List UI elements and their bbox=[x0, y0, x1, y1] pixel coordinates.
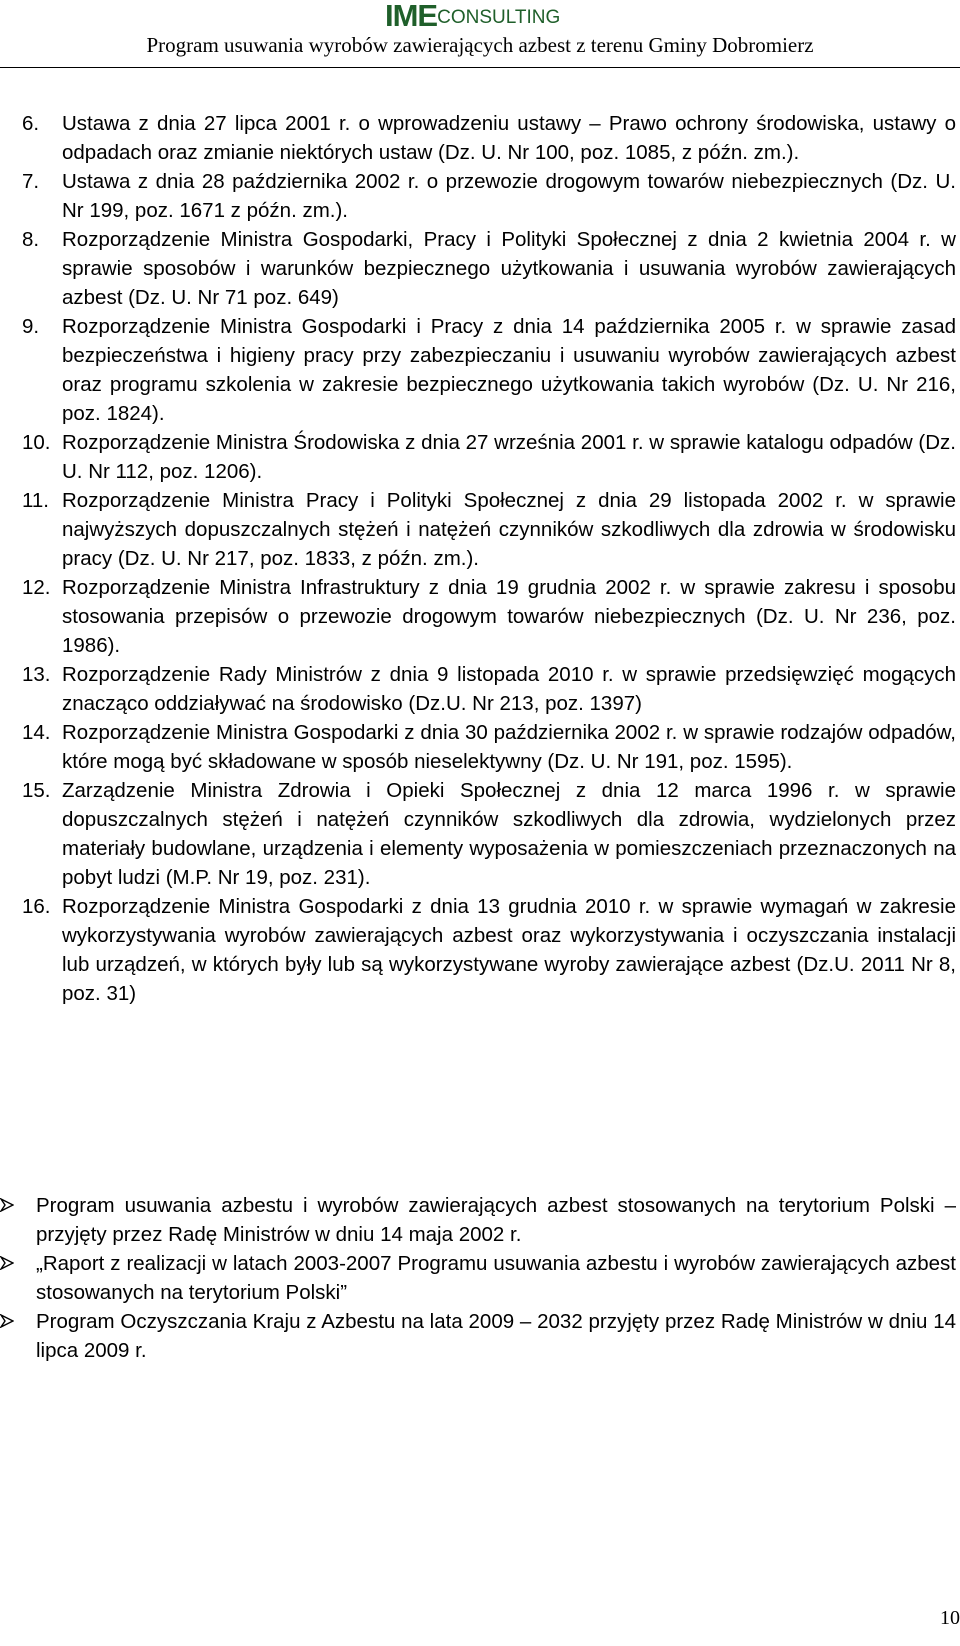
ime-consulting-logo bbox=[385, 0, 560, 32]
logo-main-text: IME bbox=[385, 0, 438, 33]
bullet-item bbox=[0, 1191, 956, 1249]
bullet-text: Program usuwania azbestu i wyrobów zawierających azbest stosowanych na terytorium Polski – przyjęty przez Radę Ministrów w dniu 14 maja 2002 r. bbox=[36, 1194, 956, 1246]
list-item bbox=[22, 776, 956, 892]
item-text: Ustawa z dnia 27 lipca 2001 r. o wprowadzeniu ustawy – Prawo ochrony środowiska, ustawy o odpadach oraz zmianie niektórych ustaw (Dz. U. Nr 100, poz. 1085, z późn. zm.). bbox=[62, 112, 956, 164]
list-item bbox=[22, 660, 956, 718]
bullet-item bbox=[0, 1307, 956, 1365]
list-item bbox=[22, 892, 956, 1008]
item-text: Rozporządzenie Ministra Gospodarki z dnia 30 października 2002 r. w sprawie rodzajów odpadów, które mogą być składowane w sposób nieselektywny (Dz. U. Nr 191, poz. 1595). bbox=[62, 721, 956, 773]
legal-acts-list bbox=[22, 109, 956, 1008]
logo-sub-text: CONSULTING bbox=[437, 7, 561, 28]
list-item bbox=[22, 573, 956, 660]
item-number: 6. bbox=[22, 112, 40, 135]
arrow-bullet-icon bbox=[0, 1314, 14, 1328]
item-number: 12. bbox=[22, 576, 51, 599]
arrow-bullet-icon bbox=[0, 1198, 14, 1212]
item-number: 10. bbox=[22, 431, 51, 454]
item-number: 9. bbox=[22, 315, 40, 338]
list-item bbox=[22, 718, 956, 776]
header-divider bbox=[0, 67, 960, 68]
item-number: 7. bbox=[22, 170, 40, 193]
list-item bbox=[22, 167, 956, 225]
item-text: Zarządzenie Ministra Zdrowia i Opieki Społecznej z dnia 12 marca 1996 r. w sprawie dopuszczalnych stężeń i natężeń czynników szkodliwych dla zdrowia, wydzielonych przez materiały budowlane, urządzenia i elementy wyposażenia w pomieszczeniach przeznaczonych na pobyt ludzi (M.P. Nr 19, poz. 231). bbox=[62, 779, 956, 889]
item-number: 8. bbox=[22, 228, 40, 251]
page-header bbox=[0, 0, 960, 68]
item-text: Rozporządzenie Ministra Gospodarki i Pracy z dnia 14 października 2005 r. w sprawie zasad bezpieczeństwa i higieny pracy przy zabezpieczaniu i usuwaniu wyrobów zawierających azbest oraz programu szkolenia w zakresie bezpiecznego użytkowania takich wyrobów (Dz. U. Nr 216, poz. 1824). bbox=[62, 315, 956, 425]
list-item bbox=[22, 312, 956, 428]
item-number: 13. bbox=[22, 663, 51, 686]
item-text: Rozporządzenie Rady Ministrów z dnia 9 listopada 2010 r. w sprawie przedsięwzięć mogących znacząco oddziaływać na środowisko (Dz.U. Nr 213, poz. 1397) bbox=[62, 663, 956, 715]
item-text: Rozporządzenie Ministra Gospodarki z dnia 13 grudnia 2010 r. w sprawie wymagań w zakresie wykorzystywania wyrobów zawierających azbest oraz wykorzystywania i oczyszczania instalacji lub urządzeń, w których były lub są wykorzystywane wyroby zawierające azbest (Dz.U. 2011 Nr 8, poz. 31) bbox=[62, 895, 956, 1005]
bullet-item bbox=[0, 1249, 956, 1307]
program-documents-list bbox=[0, 1191, 956, 1365]
item-text: Ustawa z dnia 28 października 2002 r. o przewozie drogowym towarów niebezpiecznych (Dz. U. Nr 199, poz. 1671 z późn. zm.). bbox=[62, 170, 956, 222]
item-number: 11. bbox=[22, 489, 49, 512]
item-text: Rozporządzenie Ministra Infrastruktury z dnia 19 grudnia 2002 r. w sprawie zakresu i sposobu stosowania przepisów o przewozie drogowym towarów niebezpiecznych (Dz. U. Nr 236, poz. 1986). bbox=[62, 576, 956, 657]
item-number: 15. bbox=[22, 779, 51, 802]
item-text: Rozporządzenie Ministra Środowiska z dnia 27 września 2001 r. w sprawie katalogu odpadów (Dz. U. Nr 112, poz. 1206). bbox=[62, 431, 956, 483]
item-number: 14. bbox=[22, 721, 51, 744]
list-item bbox=[22, 109, 956, 167]
page-number: 10 bbox=[940, 1607, 960, 1629]
bullet-text: „Raport z realizacji w latach 2003-2007 Programu usuwania azbestu i wyrobów zawierających azbest stosowanych na terytorium Polski” bbox=[36, 1252, 956, 1304]
item-text: Rozporządzenie Ministra Pracy i Polityki Społecznej z dnia 29 listopada 2002 r. w sprawie najwyższych dopuszczalnych stężeń i natężeń czynników szkodliwych dla zdrowia w środowisku pracy (Dz. U. Nr 217, poz. 1833, z późn. zm.). bbox=[62, 489, 956, 570]
item-number: 16. bbox=[22, 895, 51, 918]
list-item bbox=[22, 486, 956, 573]
arrow-bullet-icon bbox=[0, 1256, 14, 1270]
item-text: Rozporządzenie Ministra Gospodarki, Pracy i Polityki Społecznej z dnia 2 kwietnia 2004 r. w sprawie sposobów i warunków bezpiecznego użytkowania i usuwania wyrobów zawierających azbest (Dz. U. Nr 71 poz. 649) bbox=[62, 228, 956, 309]
list-item bbox=[22, 428, 956, 486]
bullet-text: Program Oczyszczania Kraju z Azbestu na lata 2009 – 2032 przyjęty przez Radę Ministrów w dniu 14 lipca 2009 r. bbox=[36, 1310, 956, 1362]
list-item bbox=[22, 225, 956, 312]
document-title: Program usuwania wyrobów zawierających azbest z terenu Gminy Dobromierz bbox=[146, 33, 814, 57]
